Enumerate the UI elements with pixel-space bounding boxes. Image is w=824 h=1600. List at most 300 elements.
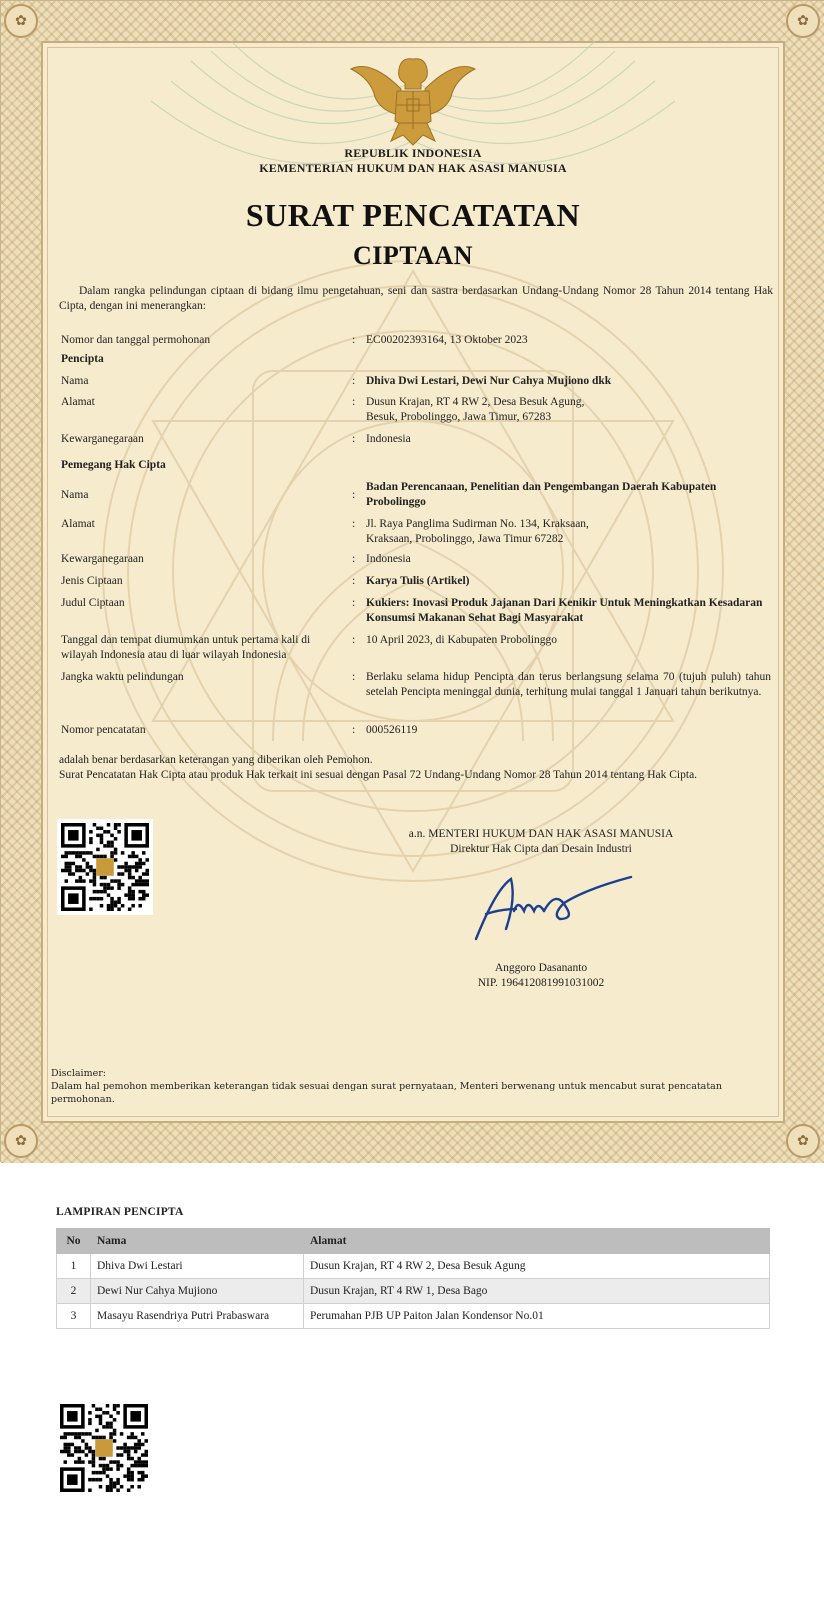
qr-module xyxy=(103,844,107,848)
qr-module xyxy=(110,841,114,845)
qr-module xyxy=(107,907,111,911)
qr-module xyxy=(121,872,125,876)
qr-module xyxy=(134,1460,138,1464)
qr-module xyxy=(116,1460,120,1464)
qr-module xyxy=(121,904,125,908)
qr-module xyxy=(75,879,79,883)
column-header-name: Nama xyxy=(91,1229,304,1254)
qr-module xyxy=(127,1436,131,1440)
field-colon: : xyxy=(352,671,356,683)
qr-module xyxy=(106,1488,110,1492)
qr-module xyxy=(138,865,142,869)
qr-module xyxy=(85,1446,89,1450)
qr-finder xyxy=(68,893,79,904)
qr-logo-icon xyxy=(96,858,114,876)
qr-module xyxy=(130,1474,134,1478)
qr-module xyxy=(89,865,93,869)
attachment-title: LAMPIRAN PENCIPTA xyxy=(56,1206,184,1218)
qr-module xyxy=(109,1481,113,1485)
republic-heading: REPUBLIK INDONESIA xyxy=(344,146,482,160)
qr-module xyxy=(92,1464,96,1468)
qr-module xyxy=(67,1443,71,1447)
qr-module xyxy=(131,876,135,880)
qr-module xyxy=(137,1464,141,1468)
qr-module xyxy=(93,883,97,887)
column-header-no: No xyxy=(57,1229,91,1254)
qr-module xyxy=(113,1460,117,1464)
qr-module xyxy=(79,879,83,883)
qr-module xyxy=(123,1450,127,1454)
qr-module xyxy=(65,851,69,855)
qr-module xyxy=(102,1457,106,1461)
qr-module xyxy=(95,1471,99,1475)
field-label: Alamat xyxy=(61,396,95,408)
qr-logo-icon xyxy=(95,1439,113,1457)
qr-module xyxy=(100,904,104,908)
qr-module xyxy=(85,1443,89,1447)
qr-module xyxy=(79,876,83,880)
column-header-address: Alamat xyxy=(304,1229,770,1254)
corner-ornament-icon: ✿ xyxy=(4,4,38,38)
qr-module xyxy=(141,1460,145,1464)
qr-module xyxy=(120,1432,124,1436)
field-value: Dhiva Dwi Lestari, Dewi Nur Cahya Mujiono dkk xyxy=(366,375,612,387)
qr-module xyxy=(114,879,118,883)
qr-module xyxy=(138,862,142,866)
qr-module xyxy=(75,855,79,859)
qr-module xyxy=(81,1439,85,1443)
qr-module xyxy=(100,883,104,887)
qr-module xyxy=(116,1488,120,1492)
qr-module xyxy=(85,1453,89,1457)
qr-module xyxy=(79,869,83,873)
qr-module xyxy=(127,1450,131,1454)
qr-module xyxy=(128,865,132,869)
qr-finder xyxy=(130,1411,141,1422)
qr-module xyxy=(96,827,100,831)
qr-module xyxy=(128,907,132,911)
qr-module xyxy=(88,1460,92,1464)
qr-module xyxy=(123,1446,127,1450)
qr-module xyxy=(110,844,114,848)
field-colon: : xyxy=(352,334,356,346)
qr-module xyxy=(137,1485,141,1489)
qr-module xyxy=(127,1446,131,1450)
qr-module xyxy=(117,897,121,901)
qr-module xyxy=(121,851,125,855)
qr-module xyxy=(92,1460,96,1464)
qr-module xyxy=(92,1450,96,1454)
disclaimer xyxy=(51,1067,781,1106)
qr-module xyxy=(96,897,100,901)
qr-module xyxy=(65,865,69,869)
qr-module xyxy=(117,900,121,904)
qr-module xyxy=(75,865,79,869)
qr-module xyxy=(110,897,114,901)
qr-module xyxy=(127,1457,131,1461)
qr-module xyxy=(137,1446,141,1450)
field-colon: : xyxy=(352,433,356,445)
qr-module xyxy=(107,886,111,890)
qr-module xyxy=(124,865,128,869)
qr-module xyxy=(131,851,135,855)
qr-module xyxy=(141,1478,145,1482)
qr-module xyxy=(120,1446,124,1450)
qr-module xyxy=(116,1411,120,1415)
qr-module xyxy=(74,1436,78,1440)
qr-module xyxy=(64,1446,68,1450)
qr-module xyxy=(144,1464,148,1468)
qr-module xyxy=(89,851,93,855)
qr-module xyxy=(109,1432,113,1436)
qr-module xyxy=(100,876,104,880)
qr-module xyxy=(68,872,72,876)
qr-module xyxy=(81,1450,85,1454)
qr-module xyxy=(103,890,107,894)
field-value: Kukiers: Inovasi Produk Jajanan Dari Kenikir Untuk Meningkatkan Kesadaran Konsumsi Makanan Sehat Bagi Masyarakat xyxy=(366,597,763,624)
qr-module xyxy=(109,1467,113,1471)
qr-module xyxy=(120,1453,124,1457)
qr-module xyxy=(127,1471,131,1475)
qr-module xyxy=(82,869,86,873)
qr-module xyxy=(95,1429,99,1433)
qr-module xyxy=(100,834,104,838)
cell-name: Dhiva Dwi Lestari xyxy=(91,1254,304,1279)
qr-module xyxy=(103,830,107,834)
field-value: Karya Tulis (Artikel) xyxy=(366,575,470,587)
qr-module xyxy=(110,907,114,911)
ministry-heading: KEMENTERIAN HUKUM DAN HAK ASASI MANUSIA xyxy=(259,161,567,175)
field-colon: : xyxy=(352,634,356,646)
qr-finder xyxy=(67,1411,78,1422)
qr-module xyxy=(117,830,121,834)
qr-module xyxy=(102,1425,106,1429)
qr-module xyxy=(82,858,86,862)
qr-module xyxy=(130,1436,134,1440)
intro-paragraph: Dalam rangka pelindungan ciptaan di bidang ilmu pengetahuan, seni dan sastra berdasarkan Undang-Undang Nomor 28 Tahun 2014 tentang Hak Cipta, dengan ini menerangkan: xyxy=(59,285,773,312)
signature-authority xyxy=(381,827,701,857)
qr-module xyxy=(113,1432,117,1436)
corner-ornament-icon: ✿ xyxy=(786,1124,820,1158)
qr-module xyxy=(137,1460,141,1464)
qr-module xyxy=(99,1422,103,1426)
qr-module xyxy=(61,869,65,873)
qr-module xyxy=(142,883,146,887)
corner-ornament-icon: ✿ xyxy=(786,4,820,38)
qr-module xyxy=(88,1432,92,1436)
qr-finder xyxy=(68,830,79,841)
qr-module xyxy=(71,1443,75,1447)
qr-module xyxy=(67,1446,71,1450)
qr-module xyxy=(93,855,97,859)
qr-module xyxy=(113,1429,117,1433)
qr-module xyxy=(106,1485,110,1489)
qr-module xyxy=(141,1464,145,1468)
qr-module xyxy=(67,1432,71,1436)
qr-module xyxy=(93,897,97,901)
qr-module xyxy=(79,855,83,859)
qr-module xyxy=(135,865,139,869)
qr-module xyxy=(135,862,139,866)
qr-module xyxy=(92,1404,96,1408)
field-label: Nama xyxy=(61,489,89,501)
qr-module xyxy=(99,1457,103,1461)
qr-module xyxy=(110,851,114,855)
qr-module xyxy=(141,1474,145,1478)
field-value: EC00202393164, 13 Oktober 2023 xyxy=(366,334,528,346)
qr-module xyxy=(93,872,97,876)
qr-module xyxy=(78,1436,82,1440)
signer-block xyxy=(401,961,681,991)
qr-module xyxy=(72,851,76,855)
qr-module xyxy=(102,1411,106,1415)
qr-module xyxy=(138,890,142,894)
qr-module xyxy=(142,879,146,883)
qr-module xyxy=(81,1460,85,1464)
qr-module xyxy=(103,855,107,859)
qr-module xyxy=(89,837,93,841)
qr-module xyxy=(100,855,104,859)
qr-module xyxy=(131,865,135,869)
qr-module xyxy=(78,1460,82,1464)
qr-module xyxy=(64,1443,68,1447)
field-colon: : xyxy=(352,518,356,530)
qr-module xyxy=(71,1432,75,1436)
qr-module xyxy=(100,897,104,901)
field-label: Kewarganegaraan xyxy=(61,433,144,445)
position-text: Direktur Hak Cipta dan Desain Industri xyxy=(450,843,632,855)
qr-module xyxy=(99,1415,103,1419)
qr-module xyxy=(116,1481,120,1485)
qr-module xyxy=(130,1471,134,1475)
qr-module xyxy=(127,1467,131,1471)
field-value: Indonesia xyxy=(366,433,411,445)
qr-module xyxy=(114,848,118,852)
qr-module xyxy=(89,897,93,901)
cell-address: Dusun Krajan, RT 4 RW 2, Desa Besuk Agung xyxy=(304,1254,770,1279)
cell-address: Perumahan PJB UP Paiton Jalan Kondensor No.01 xyxy=(304,1304,770,1329)
qr-module xyxy=(145,872,149,876)
qr-module xyxy=(135,855,139,859)
qr-module xyxy=(113,1481,117,1485)
qr-module xyxy=(107,841,111,845)
qr-module xyxy=(131,890,135,894)
on-behalf-text: a.n. MENTERI HUKUM DAN HAK ASASI MANUSIA xyxy=(408,828,674,840)
qr-module xyxy=(128,876,132,880)
qr-module xyxy=(124,869,128,873)
qr-module xyxy=(65,869,69,873)
qr-module xyxy=(131,893,135,897)
qr-module xyxy=(106,1411,110,1415)
qr-module xyxy=(110,834,114,838)
qr-module xyxy=(92,1436,96,1440)
qr-module xyxy=(64,1460,68,1464)
qr-module xyxy=(106,1464,110,1468)
qr-module xyxy=(137,1443,141,1447)
qr-module xyxy=(89,841,93,845)
qr-module xyxy=(65,879,69,883)
qr-module xyxy=(109,1436,113,1440)
qr-module xyxy=(92,1457,96,1461)
qr-module xyxy=(86,865,90,869)
qr-module xyxy=(124,862,128,866)
holder-section-heading: Pemegang Hak Cipta xyxy=(61,459,166,471)
qr-module xyxy=(137,1478,141,1482)
qr-code xyxy=(57,819,153,915)
qr-module xyxy=(142,862,146,866)
creators-table xyxy=(56,1228,770,1329)
qr-module xyxy=(61,855,65,859)
qr-module xyxy=(145,883,149,887)
qr-module xyxy=(100,827,104,831)
qr-module xyxy=(113,1418,117,1422)
disclaimer-label: Disclaimer: xyxy=(51,1068,106,1079)
qr-module xyxy=(106,1467,110,1471)
qr-module xyxy=(116,1467,120,1471)
qr-module xyxy=(96,848,100,852)
qr-module xyxy=(121,883,125,887)
qr-module xyxy=(114,900,118,904)
qr-module xyxy=(131,897,135,901)
qr-module xyxy=(109,1422,113,1426)
qr-module xyxy=(134,1436,138,1440)
qr-module xyxy=(110,879,114,883)
qr-module xyxy=(110,900,114,904)
qr-module xyxy=(116,1464,120,1468)
field-label: Nama xyxy=(61,375,89,387)
field-colon: : xyxy=(352,553,356,565)
qr-module xyxy=(79,865,83,869)
qr-module xyxy=(81,1432,85,1436)
qr-module xyxy=(86,872,90,876)
cell-no: 1 xyxy=(57,1254,91,1279)
qr-module xyxy=(145,879,149,883)
document-title: SURAT PENCATATAN xyxy=(245,197,581,233)
qr-module xyxy=(131,883,135,887)
qr-module xyxy=(78,1457,82,1461)
field-label: Nomor dan tanggal permohonan xyxy=(61,334,211,346)
qr-module xyxy=(128,893,132,897)
table-row xyxy=(57,1254,770,1279)
cell-no: 3 xyxy=(57,1304,91,1329)
qr-module xyxy=(106,1422,110,1426)
qr-module xyxy=(117,879,121,883)
qr-module xyxy=(102,1464,106,1468)
field-colon: : xyxy=(352,489,356,501)
signature-text: Anng xyxy=(516,905,519,906)
qr-module xyxy=(92,1471,96,1475)
qr-module xyxy=(68,869,72,873)
qr-module xyxy=(114,827,118,831)
corner-ornament-icon: ✿ xyxy=(4,1124,38,1158)
qr-module xyxy=(135,869,139,873)
disclaimer-text: Dalam hal pemohon memberikan keterangan tidak sesuai dengan surat pernyataan, Menteri berwenang untuk mencabut surat pencatatan permohonan. xyxy=(51,1081,722,1105)
field-value: Badan Perencanaan, Penelitian dan Pengembangan Daerah Kabupaten Probolinggo xyxy=(366,481,717,508)
qr-module xyxy=(130,1464,134,1468)
qr-module xyxy=(89,869,93,873)
qr-module xyxy=(64,1432,68,1436)
qr-module xyxy=(123,1443,127,1447)
qr-module xyxy=(88,1422,92,1426)
qr-module xyxy=(110,886,114,890)
qr-module xyxy=(116,1404,120,1408)
qr-module xyxy=(88,1446,92,1450)
signer-name: Anggoro Dasananto xyxy=(494,962,588,974)
qr-module xyxy=(138,858,142,862)
qr-module xyxy=(109,1485,113,1489)
qr-module xyxy=(128,886,132,890)
qr-module xyxy=(68,862,72,866)
cell-name: Masayu Rasendriya Putri Prabaswara xyxy=(91,1304,304,1329)
qr-module xyxy=(95,1408,99,1412)
qr-module xyxy=(93,879,97,883)
qr-module xyxy=(142,872,146,876)
qr-module xyxy=(103,886,107,890)
qr-module xyxy=(114,851,118,855)
qr-module xyxy=(95,1436,99,1440)
qr-module xyxy=(113,1404,117,1408)
qr-module xyxy=(106,1404,110,1408)
qr-module xyxy=(88,1488,92,1492)
qr-module xyxy=(102,1436,106,1440)
signature-image xyxy=(456,859,636,949)
qr-module xyxy=(78,1450,82,1454)
qr-module xyxy=(117,907,121,911)
qr-module xyxy=(75,869,79,873)
qr-module xyxy=(103,883,107,887)
garuda-emblem-icon xyxy=(341,49,485,149)
field-label: Alamat xyxy=(61,518,95,530)
qr-module xyxy=(92,1478,96,1482)
qr-module xyxy=(109,1478,113,1482)
qr-module xyxy=(100,890,104,894)
qr-module xyxy=(96,890,100,894)
field-value: Berlaku selama hidup Pencipta dan terus berlangsung selama 70 (tujuh puluh) tahun setelah Pencipta meninggal dunia, terhitung mulai tanggal 1 Januari tahun berikutnya. xyxy=(366,671,771,698)
qr-module xyxy=(130,1457,134,1461)
closing-statement: adalah benar berdasarkan keterangan yang diberikan oleh Pemohon. xyxy=(59,754,373,766)
qr-module xyxy=(116,1446,120,1450)
qr-module xyxy=(130,1432,134,1436)
table-header-row xyxy=(57,1229,770,1254)
qr-module xyxy=(145,869,149,873)
closing-legal-basis: Surat Pencatatan Hak Cipta atau produk Hak terkait ini sesuai dengan Pasal 72 Undang-Undang Nomor 28 Tahun 2014 tentang Hak Cipta. xyxy=(59,769,698,781)
qr-module xyxy=(106,1474,110,1478)
field-label: Jenis Ciptaan xyxy=(61,575,123,587)
qr-module xyxy=(121,865,125,869)
qr-module xyxy=(134,1450,138,1454)
qr-module xyxy=(74,1446,78,1450)
qr-module xyxy=(114,823,118,827)
qr-module xyxy=(103,876,107,880)
qr-module xyxy=(99,1464,103,1468)
qr-module xyxy=(141,1453,145,1457)
qr-module xyxy=(144,1450,148,1454)
qr-module xyxy=(74,1450,78,1454)
qr-module xyxy=(131,855,135,859)
qr-module xyxy=(107,904,111,908)
qr-module xyxy=(99,1408,103,1412)
qr-module xyxy=(142,893,146,897)
qr-module xyxy=(116,1478,120,1482)
qr-module xyxy=(107,823,111,827)
qr-module xyxy=(100,841,104,845)
qr-module xyxy=(134,1443,138,1447)
qr-module xyxy=(93,869,97,873)
qr-module xyxy=(89,830,93,834)
qr-module xyxy=(138,876,142,880)
qr-module xyxy=(64,1436,68,1440)
qr-module xyxy=(137,1457,141,1461)
